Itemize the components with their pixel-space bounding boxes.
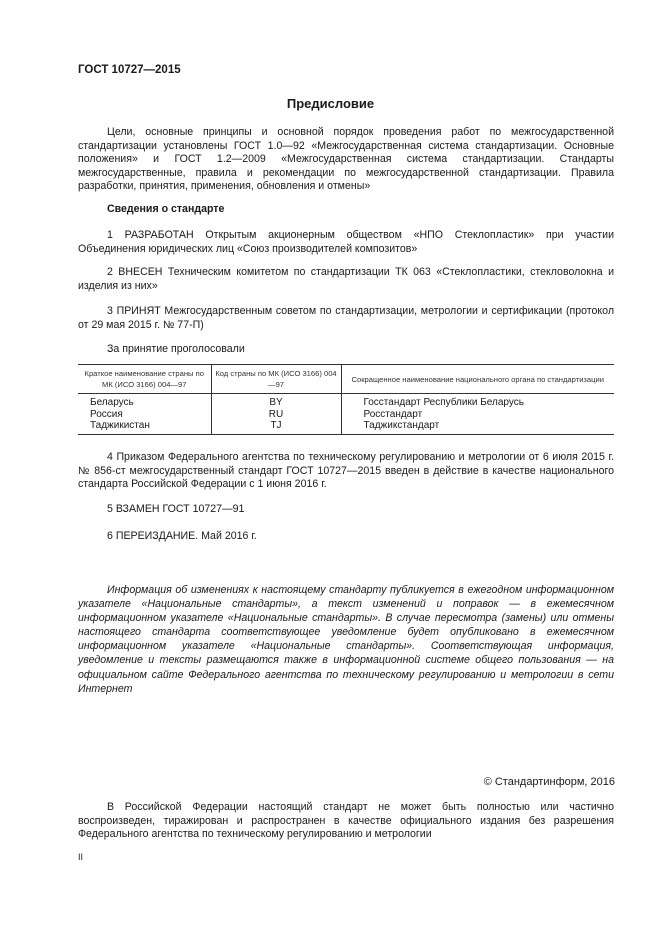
table-cell-code: TJ <box>211 420 341 434</box>
item-3: 3 ПРИНЯТ Межгосударственным советом по стандартизации, метрологии и сертификации (протокол от 29 мая 2015 г. № 77-П) <box>78 305 614 331</box>
legal-note: В Российской Федерации настоящий стандарт не может быть полностью или частично воспроизведен, тиражирован и распространен в качестве официального издания без разрешения Федерального агентства по техническому регулированию и метрологии <box>78 801 614 841</box>
item-4: 4 Приказом Федерального агентства по техническому регулированию и метрологии от 6 июля 2015 г. № 856-ст межгосударственный стандарт ГОСТ 10727—2015 введен в действие в качестве национального стандарта Российской Федерации с 1 июня 2016 г. <box>78 451 614 491</box>
page-number: II <box>78 852 84 862</box>
table-cell-code: BY <box>211 394 341 409</box>
table-cell-code: RU <box>211 409 341 421</box>
table-header-row <box>78 365 614 394</box>
item-2: 2 ВНЕСЕН Техническим комитетом по стандартизации ТК 063 «Стеклопластики, стекловолокна и изделия из них» <box>78 266 614 292</box>
table-row <box>78 420 614 434</box>
copyright: © Стандартинформ, 2016 <box>483 776 615 788</box>
table-row <box>78 409 614 421</box>
section-heading: Сведения о стандарте <box>107 203 225 215</box>
intro-paragraph: Цели, основные принципы и основной порядок проведения работ по межгосударственной стандартизации установлены ГОСТ 1.0—92 «Межгосударственная система стандартизации. Основные положения» и ГОСТ 1.2—2009 «Межгосударственная система стандартизации. Стандарты межгосударственные, правила и рекомендации по межгосударственной стандартизации. Правила разработки, принятия, применения, обновления и отмены» <box>78 126 614 193</box>
table-cell-body: Росстандарт <box>341 409 614 421</box>
item-1: 1 РАЗРАБОТАН Открытым акционерным обществом «НПО Стеклопластик» при участии Объединения юридических лиц «Союз производителей композитов» <box>78 229 614 255</box>
item-6: 6 ПЕРЕИЗДАНИЕ. Май 2016 г. <box>107 530 257 542</box>
table-header-country: Краткое наименование страны по МК (ИСО 3166) 004—97 <box>78 365 211 394</box>
info-note: Информация об изменениях к настоящему стандарту публикуется в ежегодном информационном указателе «Национальные стандарты», а текст изменений и поправок — в ежемесячном информационном указателе «Национальные стандарты». В случае пересмотра (замены) или отмены настоящего стандарта соответствующее уведомление будет опубликовано в ежемесячном информационном указателе «Национальные стандарты». Соответствующая информация, уведомление и тексты размещаются также в информационной системе общего пользования — на официальном сайте Федерального агентства по техническому регулированию и метрологии в сети Интернет <box>78 584 614 695</box>
voted-label: За принятие проголосовали <box>107 343 245 355</box>
item-5: 5 ВЗАМЕН ГОСТ 10727—91 <box>107 503 245 515</box>
table-header-body: Сокращенное наименование национального органа по стандартизации <box>341 365 614 394</box>
table-cell-country: Беларусь <box>90 397 134 408</box>
table-cell-body: Госстандарт Республики Беларусь <box>341 394 614 409</box>
page-title: Предисловие <box>286 96 375 111</box>
table-cell-country: Таджикистан <box>78 420 211 434</box>
table-cell-country: Россия <box>90 408 123 420</box>
voting-table <box>78 364 614 435</box>
table-row <box>78 394 614 409</box>
document-header: ГОСТ 10727—2015 <box>78 64 181 76</box>
table-header-code: Код страны по МК (ИСО 3166) 004—97 <box>211 365 341 394</box>
table-cell-body: Таджикстандарт <box>341 420 614 434</box>
